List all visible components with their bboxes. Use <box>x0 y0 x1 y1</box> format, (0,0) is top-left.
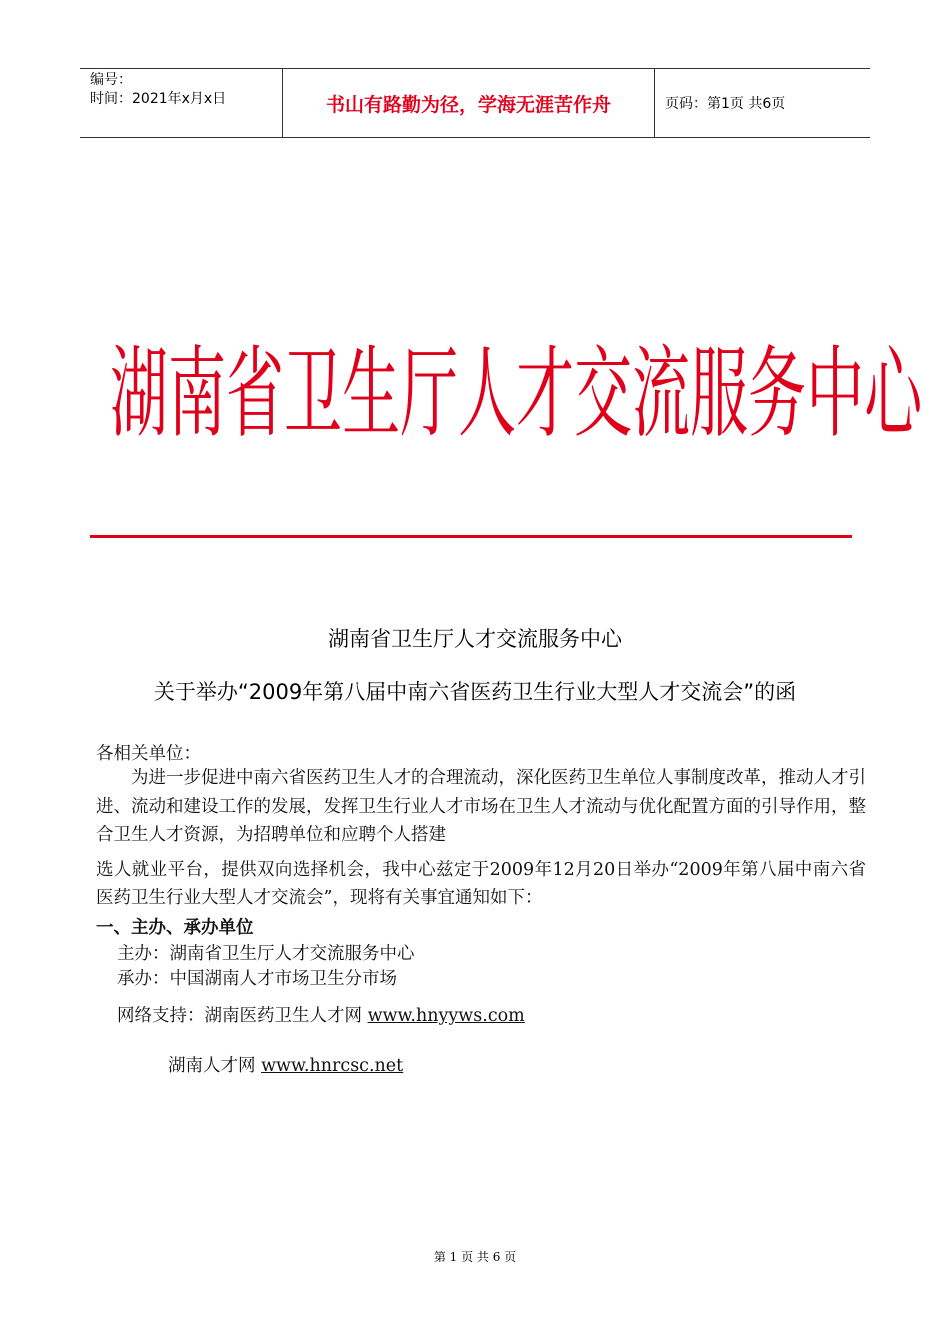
letterhead-char: 人 <box>458 335 517 452</box>
letterhead-char: 才 <box>516 335 575 452</box>
paragraph-2: 选人就业平台，提供双向选择机会，我中心兹定于2009年12月20日举办“2009年第八届中南六省医药卫生行业大型人才交流会”，现将有关事宜通知如下： <box>96 859 866 908</box>
header-page-info: 页码：第1页 共6页 <box>665 96 786 112</box>
letterhead-char: 卫 <box>284 335 343 452</box>
salutation: 各相关单位： <box>96 744 201 764</box>
letterhead-char: 厅 <box>400 335 459 452</box>
letterhead-char: 南 <box>168 335 227 452</box>
letterhead-char: 服 <box>690 335 749 452</box>
body-paragraph <box>96 764 866 913</box>
letterhead-char: 务 <box>748 335 807 452</box>
letterhead-char: 生 <box>342 335 401 452</box>
doc-title-line1: 湖南省卫生厅人才交流服务中心 <box>328 627 622 651</box>
letterhead-char: 中 <box>806 335 865 452</box>
letterhead-title <box>110 320 923 452</box>
support2-line <box>168 1052 403 1077</box>
organizer-line: 承办：中国湖南人才市场卫生分市场 <box>117 969 397 989</box>
letterhead-char: 湖 <box>110 335 169 452</box>
paragraph-1: 为进一步促进中南六省医药卫生人才的合理流动，深化医药卫生单位人事制度改革，推动人才引进、流动和建设工作的发展，发挥卫生行业人才市场在卫生人才流动与优化配置方面的引导作用，整合卫生人才资源，为招聘单位和应聘个人搭建 <box>96 768 866 845</box>
letterhead-char: 流 <box>632 335 691 452</box>
support-label: 网络支持：湖南医药卫生人才网 <box>117 1006 368 1026</box>
header-meta <box>80 69 282 137</box>
letterhead-char: 心 <box>864 335 923 452</box>
support-line <box>117 1002 525 1027</box>
header-motto: 书山有路勤为径，学海无涯苦作舟 <box>282 69 655 137</box>
support2-label: 湖南人才网 <box>168 1056 262 1076</box>
section-heading-1: 一、主办、承办单位 <box>96 918 254 938</box>
time-label: 时间：2021年x月x日 <box>90 91 227 107</box>
number-label: 编号： <box>90 72 132 88</box>
doc-title-line2: 关于举办“2009年第八届中南六省医药卫生行业大型人才交流会”的函 <box>153 680 797 704</box>
page-footer: 第 1 页 共 6 页 <box>433 1250 517 1264</box>
support-link[interactable]: www.hnyyws.com <box>367 1006 525 1026</box>
host-line: 主办：湖南省卫生厅人才交流服务中心 <box>117 944 415 964</box>
letterhead-divider <box>90 535 852 538</box>
support2-link[interactable]: www.hnrcsc.net <box>261 1056 404 1076</box>
letterhead-char: 省 <box>226 335 285 452</box>
document-header <box>80 68 870 138</box>
letterhead-char: 交 <box>574 335 633 452</box>
